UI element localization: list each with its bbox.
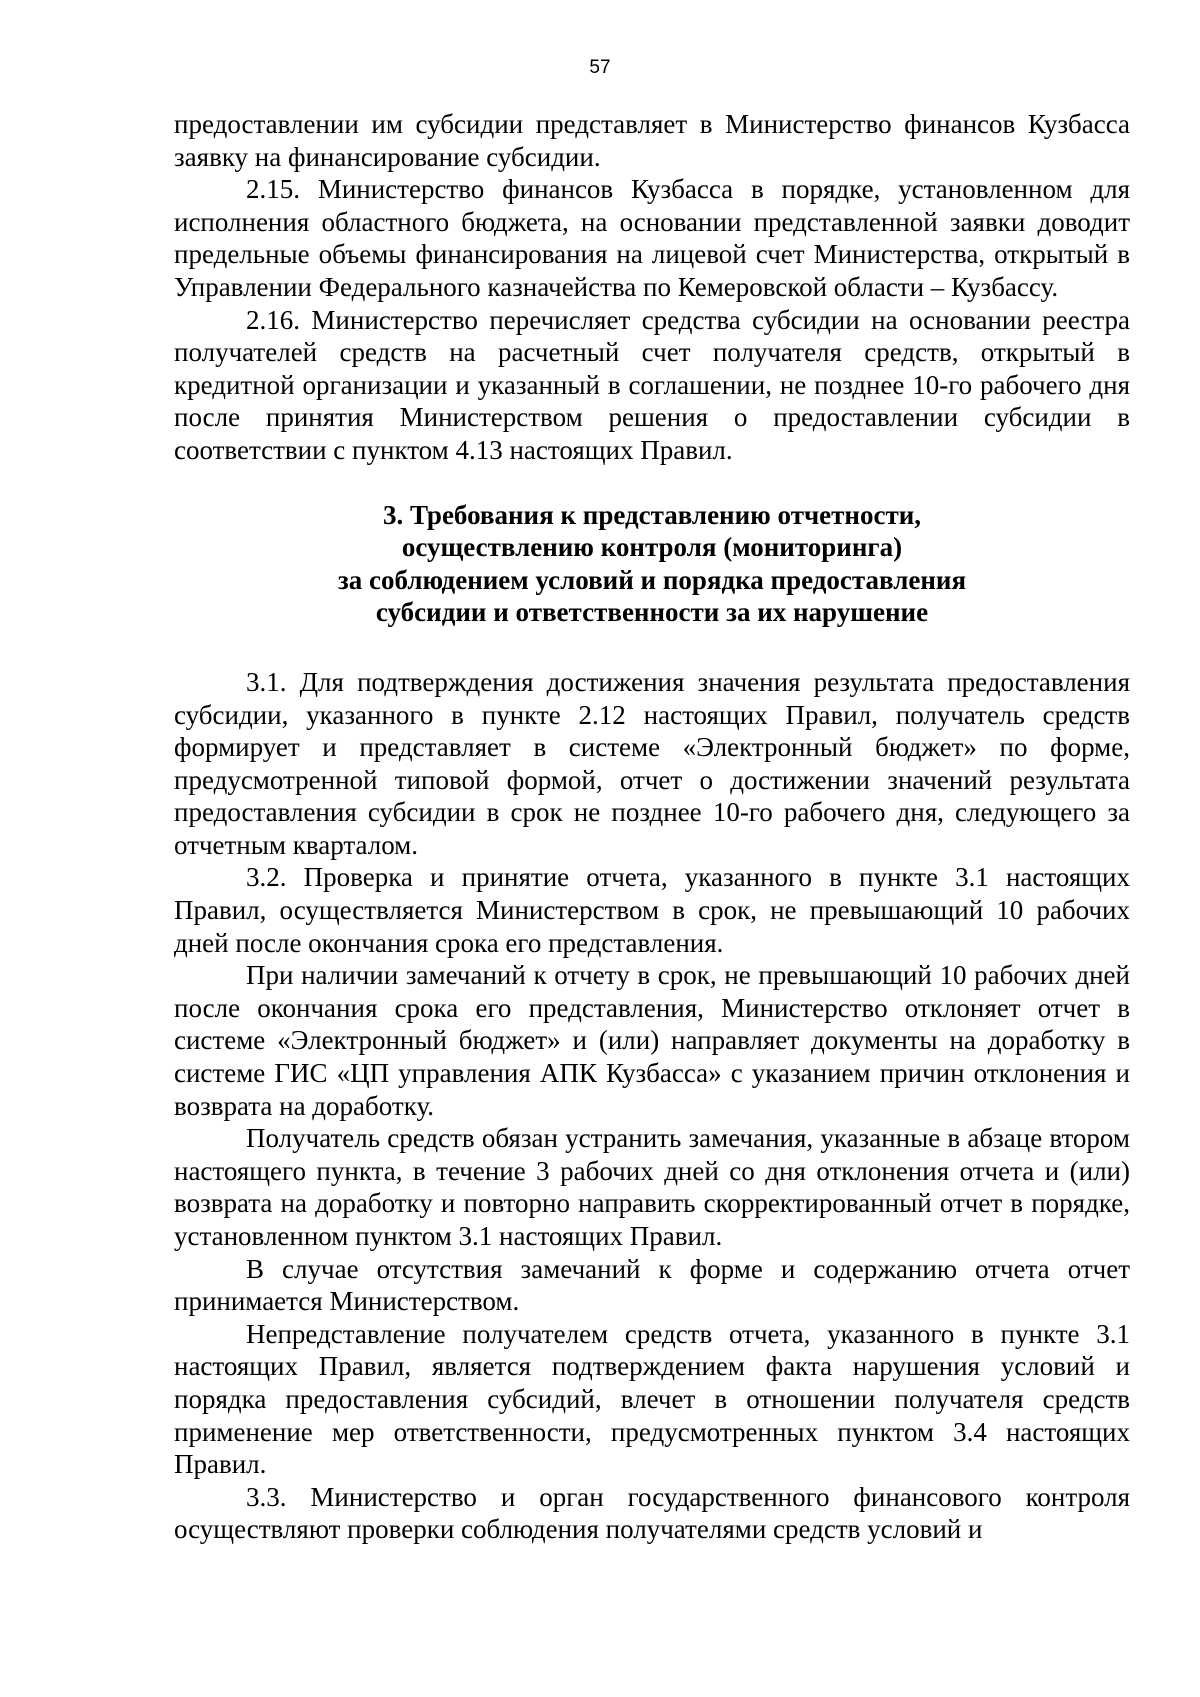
paragraph-3-3: 3.3. Министерство и орган государственного финансового контроля осуществляют проверки соблюдения получателями средств условий и	[174, 1481, 1130, 1545]
paragraph-report-accepted: В случае отсутствия замечаний к форме и содержанию отчета отчет принимается Министерством.	[174, 1253, 1130, 1317]
paragraph-2-15: 2.15. Министерство финансов Кузбасса в порядке, установленном для исполнения областного бюджета, на основании представленной заявки доводит предельные объемы финансирования на лицевой счет Министерства, открытый в Управлении Федерального казначейства по Кемеровской области – Кузбассу.	[174, 174, 1130, 302]
paragraph-remarks: При наличии замечаний к отчету в срок, не превышающий 10 рабочих дней после окончания срока его представления, Министерство отклоняет отчет в системе «Электронный бюджет» и (или) направляет документы на доработку в системе ГИС «ЦП управления АПК Кузбасса» с указанием причин отклонения и возврата на доработку.	[174, 960, 1130, 1121]
paragraph-2-16: 2.16. Министерство перечисляет средства субсидии на основании реестра получателей средств на расчетный счет получателя средств, открытый в кредитной организации и указанный в соглашении, не позднее 10-го рабочего дня после принятия Министерством решения о предоставлении субсидии в соответствии с пунктом 4.13 настоящих Правил.	[174, 304, 1130, 465]
paragraph-non-submission: Непредставление получателем средств отчета, указанного в пункте 3.1 настоящих Правил, является подтверждением факта нарушения условий и порядка предоставления субсидий, влечет в отношении получателя средств применение мер ответственности, предусмотренных пунктом 3.4 настоящих Правил.	[174, 1318, 1130, 1480]
section-heading-line: за соблюдением условий и порядка предоставления	[337, 564, 967, 595]
paragraph-3-2: 3.2. Проверка и принятие отчета, указанного в пункте 3.1 настоящих Правил, осуществляется Министерством в срок, не превышающий 10 рабочих дней после окончания срока его представления.	[174, 862, 1130, 958]
paragraph-continuation: предоставлении им субсидии представляет в Министерство финансов Кузбасса заявку на финансирование субсидии.	[174, 109, 1130, 172]
section-heading-line: субсидии и ответственности за их нарушение	[375, 597, 929, 628]
section-heading-line: осуществлению контроля (мониторинга)	[401, 532, 903, 563]
paragraph-3-1: 3.1. Для подтверждения достижения значения результата предоставления субсидии, указанного в пункте 2.12 настоящих Правил, получатель средств формирует и представляет в системе «Электронный бюджет» по форме, предусмотренной типовой формой, отчет о достижении значений результата предоставления субсидии в срок не позднее 10-го рабочего дня, следующего за отчетным кварталом.	[174, 666, 1130, 860]
section-heading-line: 3. Требования к представлению отчетности,	[382, 499, 922, 530]
page-number: 57	[589, 57, 611, 78]
paragraph-recipient-obligation: Получатель средств обязан устранить замечания, указанные в абзаце втором настоящего пункта, в течение 3 рабочих дней со дня отклонения отчета и (или) возврата на доработку и повторно направить скорректированный отчет в порядке, установленном пунктом 3.1 настоящих Правил.	[174, 1123, 1130, 1251]
section-heading	[174, 499, 1130, 629]
document-body	[174, 108, 1130, 1546]
